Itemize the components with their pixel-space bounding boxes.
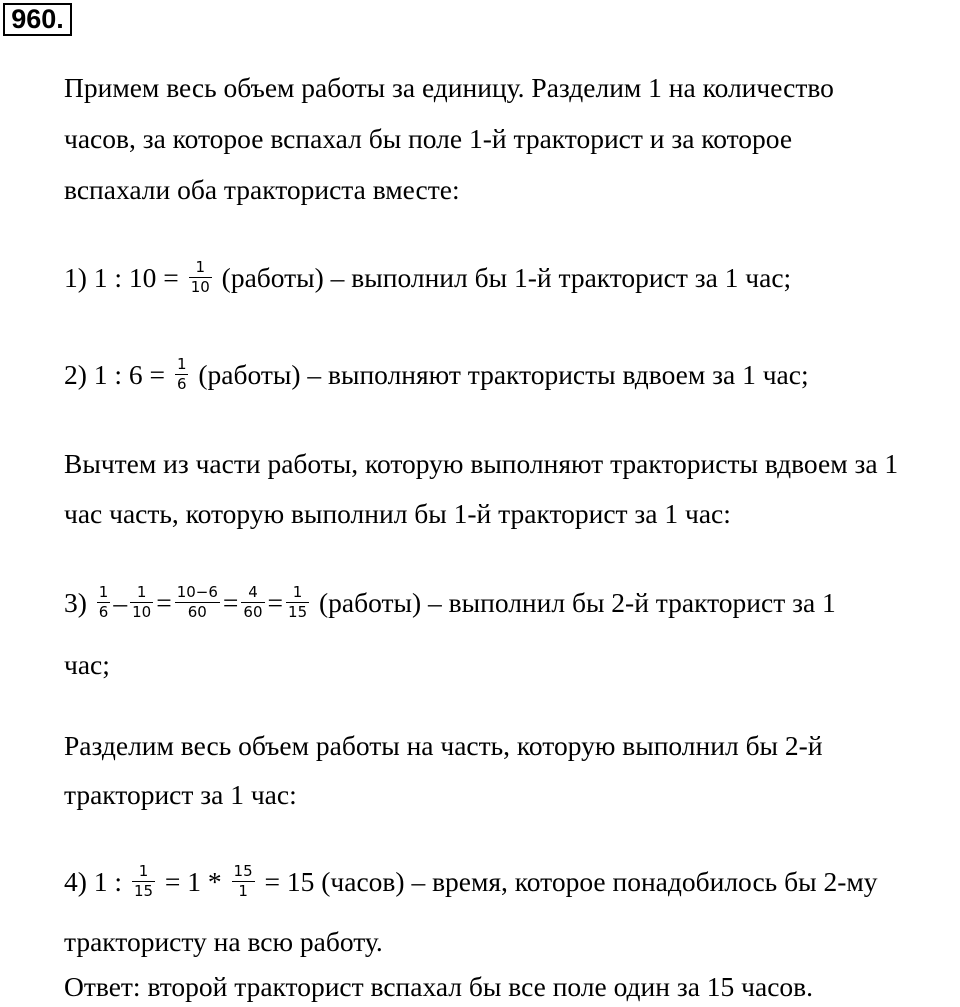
step-3-line-2: час; bbox=[64, 649, 110, 680]
intro-line-1: Примем весь объем работы за единицу. Разделим 1 на количество bbox=[64, 72, 834, 103]
fraction-denominator: 10 bbox=[132, 603, 152, 622]
step-1-fraction bbox=[189, 259, 212, 296]
step-4-fraction-1 bbox=[132, 863, 155, 900]
middle-line-2: час часть, которую выполнил бы 1-й тракторист за 1 час: bbox=[64, 498, 731, 529]
step-4-fraction-2 bbox=[232, 863, 255, 900]
equals-sign: = bbox=[267, 587, 284, 618]
step-3-fraction-5 bbox=[286, 584, 309, 621]
step-2 bbox=[64, 355, 809, 394]
step-3-suffix: (работы) – выполнил бы 2-й тракторист за 1 bbox=[319, 587, 836, 618]
minus-sign: – bbox=[113, 587, 128, 618]
step-3-fraction-2 bbox=[130, 584, 153, 621]
step-2-fraction bbox=[175, 356, 189, 393]
step-1-prefix: 1) 1 : 10 = bbox=[64, 262, 179, 293]
step-4-prefix: 4) 1 : bbox=[64, 866, 123, 897]
step-4 bbox=[64, 862, 878, 901]
fraction-numerator: 1 bbox=[189, 259, 212, 278]
fraction-denominator: 10 bbox=[190, 278, 210, 297]
step-4-line-2: трактористу на всю работу. bbox=[64, 926, 383, 957]
divide-line-1: Разделим весь объем работы на часть, которую выполнил бы 2-й bbox=[64, 730, 823, 761]
problem-number: 960. bbox=[3, 3, 72, 36]
step-4-mid: = 1 * bbox=[164, 866, 222, 897]
step-4-suffix: = 15 (часов) – время, которое понадобилось бы 2-му bbox=[264, 866, 878, 897]
fraction-numerator: 1 bbox=[132, 863, 155, 882]
equals-sign: = bbox=[222, 587, 239, 618]
fraction-denominator: 15 bbox=[133, 882, 154, 901]
step-1-suffix: (работы) – выполнил бы 1-й тракторист за 1 час; bbox=[221, 262, 792, 293]
intro-line-3: вспахали оба тракториста вместе: bbox=[64, 174, 460, 205]
step-3-fraction-3 bbox=[175, 584, 220, 621]
step-3-fraction-4 bbox=[241, 584, 264, 621]
equals-sign: = bbox=[156, 587, 172, 618]
step-1 bbox=[64, 258, 792, 297]
step-3-fraction-1 bbox=[97, 584, 111, 621]
fraction-numerator: 1 bbox=[286, 584, 309, 603]
intro-line-2: часов, за которое вспахал бы поле 1-й тракторист и за которое bbox=[64, 123, 793, 154]
answer-line: Ответ: второй тракторист вспахал бы все поле один за 15 часов. bbox=[64, 971, 814, 1002]
fraction-numerator: 4 bbox=[241, 584, 264, 603]
fraction-denominator: 6 bbox=[176, 375, 187, 394]
fraction-denominator: 1 bbox=[238, 882, 248, 901]
fraction-denominator: 60 bbox=[187, 603, 207, 622]
fraction-numerator: 1 bbox=[176, 355, 187, 374]
fraction-numerator: 1 bbox=[98, 583, 109, 602]
step-3 bbox=[64, 583, 836, 622]
step-2-suffix: (работы) – выполняют трактористы вдвоем за 1 час; bbox=[198, 359, 809, 390]
step-3-prefix: 3) bbox=[64, 587, 87, 618]
fraction-numerator: 10−6 bbox=[176, 583, 218, 602]
fraction-denominator: 15 bbox=[288, 603, 308, 622]
divide-line-2: тракторист за 1 час: bbox=[64, 779, 297, 810]
fraction-denominator: 6 bbox=[98, 603, 109, 622]
fraction-numerator: 1 bbox=[130, 584, 153, 603]
fraction-numerator: 15 bbox=[233, 862, 253, 881]
step-2-prefix: 2) 1 : 6 = bbox=[64, 359, 166, 390]
fraction-denominator: 60 bbox=[243, 603, 263, 622]
middle-line-1: Вычтем из части работы, которую выполняют трактористы вдвоем за 1 bbox=[64, 448, 899, 479]
